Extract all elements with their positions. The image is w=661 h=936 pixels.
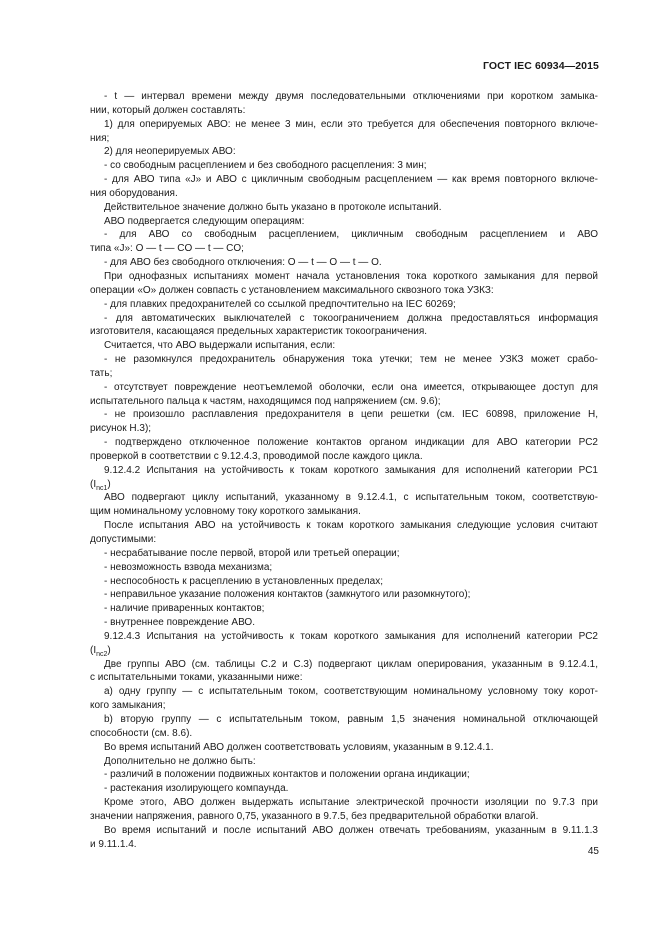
text-line (90, 256, 598, 270)
text-line (90, 602, 598, 616)
text-line-content: Действительное значение должно быть указано в протоколе испытаний. (104, 201, 442, 213)
text-line-content: нии, который должен составлять: (90, 104, 246, 116)
text-line-content: Дополнительно не должно быть: (104, 755, 256, 767)
text-line (90, 242, 598, 256)
text-line (90, 699, 598, 713)
text-line (90, 201, 598, 215)
text-line (90, 90, 598, 104)
closing-paren: ) (107, 644, 111, 656)
text-line (90, 575, 598, 589)
text-line (90, 741, 598, 755)
text-line-content: типа «J»: O — t — CO — t — CO; (90, 243, 244, 255)
text-line-content: Две группы АВО (см. таблицы С.2 и С.3) подвергают циклам оперирования, указанным в 9.12.4.1, (104, 658, 598, 670)
text-line (90, 104, 598, 118)
text-line-content: (I (90, 644, 97, 656)
text-line (90, 284, 598, 298)
text-line-content: с испытательными токами, указанными ниже: (90, 672, 303, 684)
page-number: 45 (587, 846, 599, 857)
text-line-content: щим номинальному условному току короткого замыкания. (90, 506, 361, 518)
text-line-content: При однофазных испытаниях момент начала установления тока короткого замыкания для первой (104, 270, 598, 282)
text-line (90, 755, 598, 769)
text-line-content: - t — интервал времени между двумя последовательными отключениями при коротком замыка- (104, 91, 598, 102)
text-line-content: тать; (90, 367, 113, 379)
text-line (90, 713, 598, 727)
text-line-content: способности (см. 8.6). (90, 727, 193, 739)
text-line-content: АВО подвергают циклу испытаний, указанному в 9.12.4.1, с испытательным током, соответствую- (104, 492, 598, 504)
text-line (90, 325, 598, 339)
text-line (90, 478, 598, 492)
text-line (90, 796, 598, 810)
text-line (90, 644, 598, 658)
text-line (90, 436, 598, 450)
text-line-content: - невозможность взвода механизма; (104, 561, 273, 573)
text-line (90, 187, 598, 201)
subscript: nc2 (96, 650, 108, 658)
text-line (90, 408, 598, 422)
text-line (90, 395, 598, 409)
text-line (90, 312, 598, 326)
text-line-content: и 9.11.1.4. (90, 838, 137, 850)
text-line-content: - для автоматических выключателей с токоограничением должна предоставляться информация (104, 312, 598, 324)
text-line (90, 270, 598, 284)
text-line (90, 533, 598, 547)
text-line-content: - подтверждено отключенное положение контактов органом индикации для АВО категории РС2 (104, 437, 598, 449)
text-line-content: проверкой в соответствии с 9.12.4.3, проводимой после каждого цикла. (90, 450, 423, 462)
text-line-content: ния; (90, 132, 110, 144)
text-line-content: - отсутствует повреждение неотъемлемой оболочки, если она имеется, открывающее доступ для (104, 381, 598, 393)
text-line-content: - неспособность к расцеплению в установленных пределах; (104, 575, 384, 587)
text-line-content: - неправильное указание положения контактов (замкнутого или разомкнутого); (104, 589, 471, 601)
text-line (90, 159, 598, 173)
text-line (90, 588, 598, 602)
text-line (90, 630, 598, 644)
text-line (90, 422, 598, 436)
text-line-content: АВО подвергается следующим операциям: (104, 215, 305, 227)
text-line-content: - растекания изолирующего компаунда. (104, 783, 289, 795)
text-line-content: Считается, что АВО выдержали испытания, если: (104, 340, 336, 352)
text-line-content: рисунок Н.3); (90, 423, 152, 435)
text-line-content: - для плавких предохранителей со ссылкой предпочтительно на IEC 60269; (104, 298, 456, 310)
text-line-content: - для АВО без свободного отключения: O — t — O — t — O. (104, 257, 382, 269)
text-line-content: - несрабатывание после первой, второй или третьей операции; (104, 547, 400, 559)
text-line (90, 824, 598, 838)
text-line (90, 616, 598, 630)
text-line-content: - не разомкнулся предохранитель обнаружения тока утечки; тем не менее УЗКЗ может срабо- (104, 354, 598, 366)
closing-paren: ) (107, 478, 111, 490)
text-line-content: - различий в положении подвижных контактов и положении органа индикации; (104, 769, 470, 781)
text-line-content: операции «O» должен совпасть с установлением максимального сквозного тока УЗКЗ: (90, 284, 494, 296)
text-line-content: испытательного пальца к частям, находящимся под напряжением (см. 9.6); (90, 395, 441, 407)
text-line (90, 353, 598, 367)
text-line-content: (I (90, 478, 97, 490)
text-line (90, 671, 598, 685)
text-line-content: 9.12.4.2 Испытания на устойчивость к токам короткого замыкания для исполнений категории РС1 (104, 464, 598, 476)
text-line-content: - наличие приваренных контактов; (104, 603, 265, 615)
subscript: nc1 (96, 484, 108, 492)
text-line (90, 505, 598, 519)
text-line (90, 228, 598, 242)
text-line (90, 145, 598, 159)
text-line (90, 491, 598, 505)
text-line-content: допустимыми: (90, 534, 157, 545)
text-line-content: - внутреннее повреждение АВО. (104, 617, 255, 629)
text-line-content: Кроме этого, АВО должен выдержать испытание электрической прочности изоляции по 9.7.3 при (104, 797, 598, 809)
text-line (90, 838, 598, 852)
text-line (90, 685, 598, 699)
text-line-content: - со свободным расцеплением и без свободного расцепления: 3 мин; (104, 160, 427, 172)
text-line-content: 9.12.4.3 Испытания на устойчивость к токам короткого замыкания для исполнений категории РС2 (104, 630, 598, 642)
text-line-content: ния оборудования. (90, 187, 178, 199)
text-line-content: 2) для неоперируемых АВО: (104, 146, 236, 158)
document-code-header: ГОСТ IEC 60934—2015 (482, 60, 599, 72)
text-line-content: изготовителя, касающаяся предельных характеристик токоограничения. (90, 326, 428, 338)
text-line (90, 450, 598, 464)
text-line (90, 547, 598, 561)
text-line (90, 727, 598, 741)
text-line-content: значении напряжения, равного 0,75, указанного в 9.7.5, без предварительной обработки влагой. (90, 810, 539, 822)
text-line-content: 1) для оперируемых АВО: не менее 3 мин, если это требуется для обеспечения повторного включе- (104, 118, 598, 130)
text-line (90, 810, 598, 824)
text-line (90, 215, 598, 229)
text-line-content: Во время испытаний АВО должен соответствовать условиям, указанным в 9.12.4.1. (104, 741, 494, 753)
text-line (90, 118, 598, 132)
text-line (90, 173, 598, 187)
text-line (90, 381, 598, 395)
text-line-content: b) вторую группу — с испытательным током, равным 1,5 значения номинальной отключающей (104, 713, 598, 725)
text-line (90, 132, 598, 146)
text-line-content: a) одну группу — с испытательным током, соответствующим номинальному условному току корот- (104, 686, 598, 698)
text-line-content: кого замыкания; (90, 700, 166, 712)
text-line (90, 782, 598, 796)
text-line (90, 464, 598, 478)
text-line-content: - для АВО типа «J» и АВО с цикличным свободным расцеплением — как время повторного включе- (104, 174, 598, 186)
text-line (90, 561, 598, 575)
text-line (90, 658, 598, 672)
text-line (90, 298, 598, 312)
text-line (90, 519, 598, 533)
text-line-content: - для АВО со свободным расцеплением, цикличным свободным расцеплением и АВО (104, 229, 598, 241)
document-body (90, 90, 598, 851)
text-line (90, 367, 598, 381)
text-line (90, 768, 598, 782)
text-line-content: После испытания АВО на устойчивость к токам короткого замыкания следующие условия считают (104, 520, 598, 532)
text-line (90, 339, 598, 353)
text-line-content: Во время испытаний и после испытаний АВО должен отвечать требованиям, указанным в 9.11.1.3 (104, 824, 598, 836)
text-line-content: - не произошло расплавления предохранителя в цепи решетки (см. IEC 60898, приложение Н, (104, 409, 598, 421)
